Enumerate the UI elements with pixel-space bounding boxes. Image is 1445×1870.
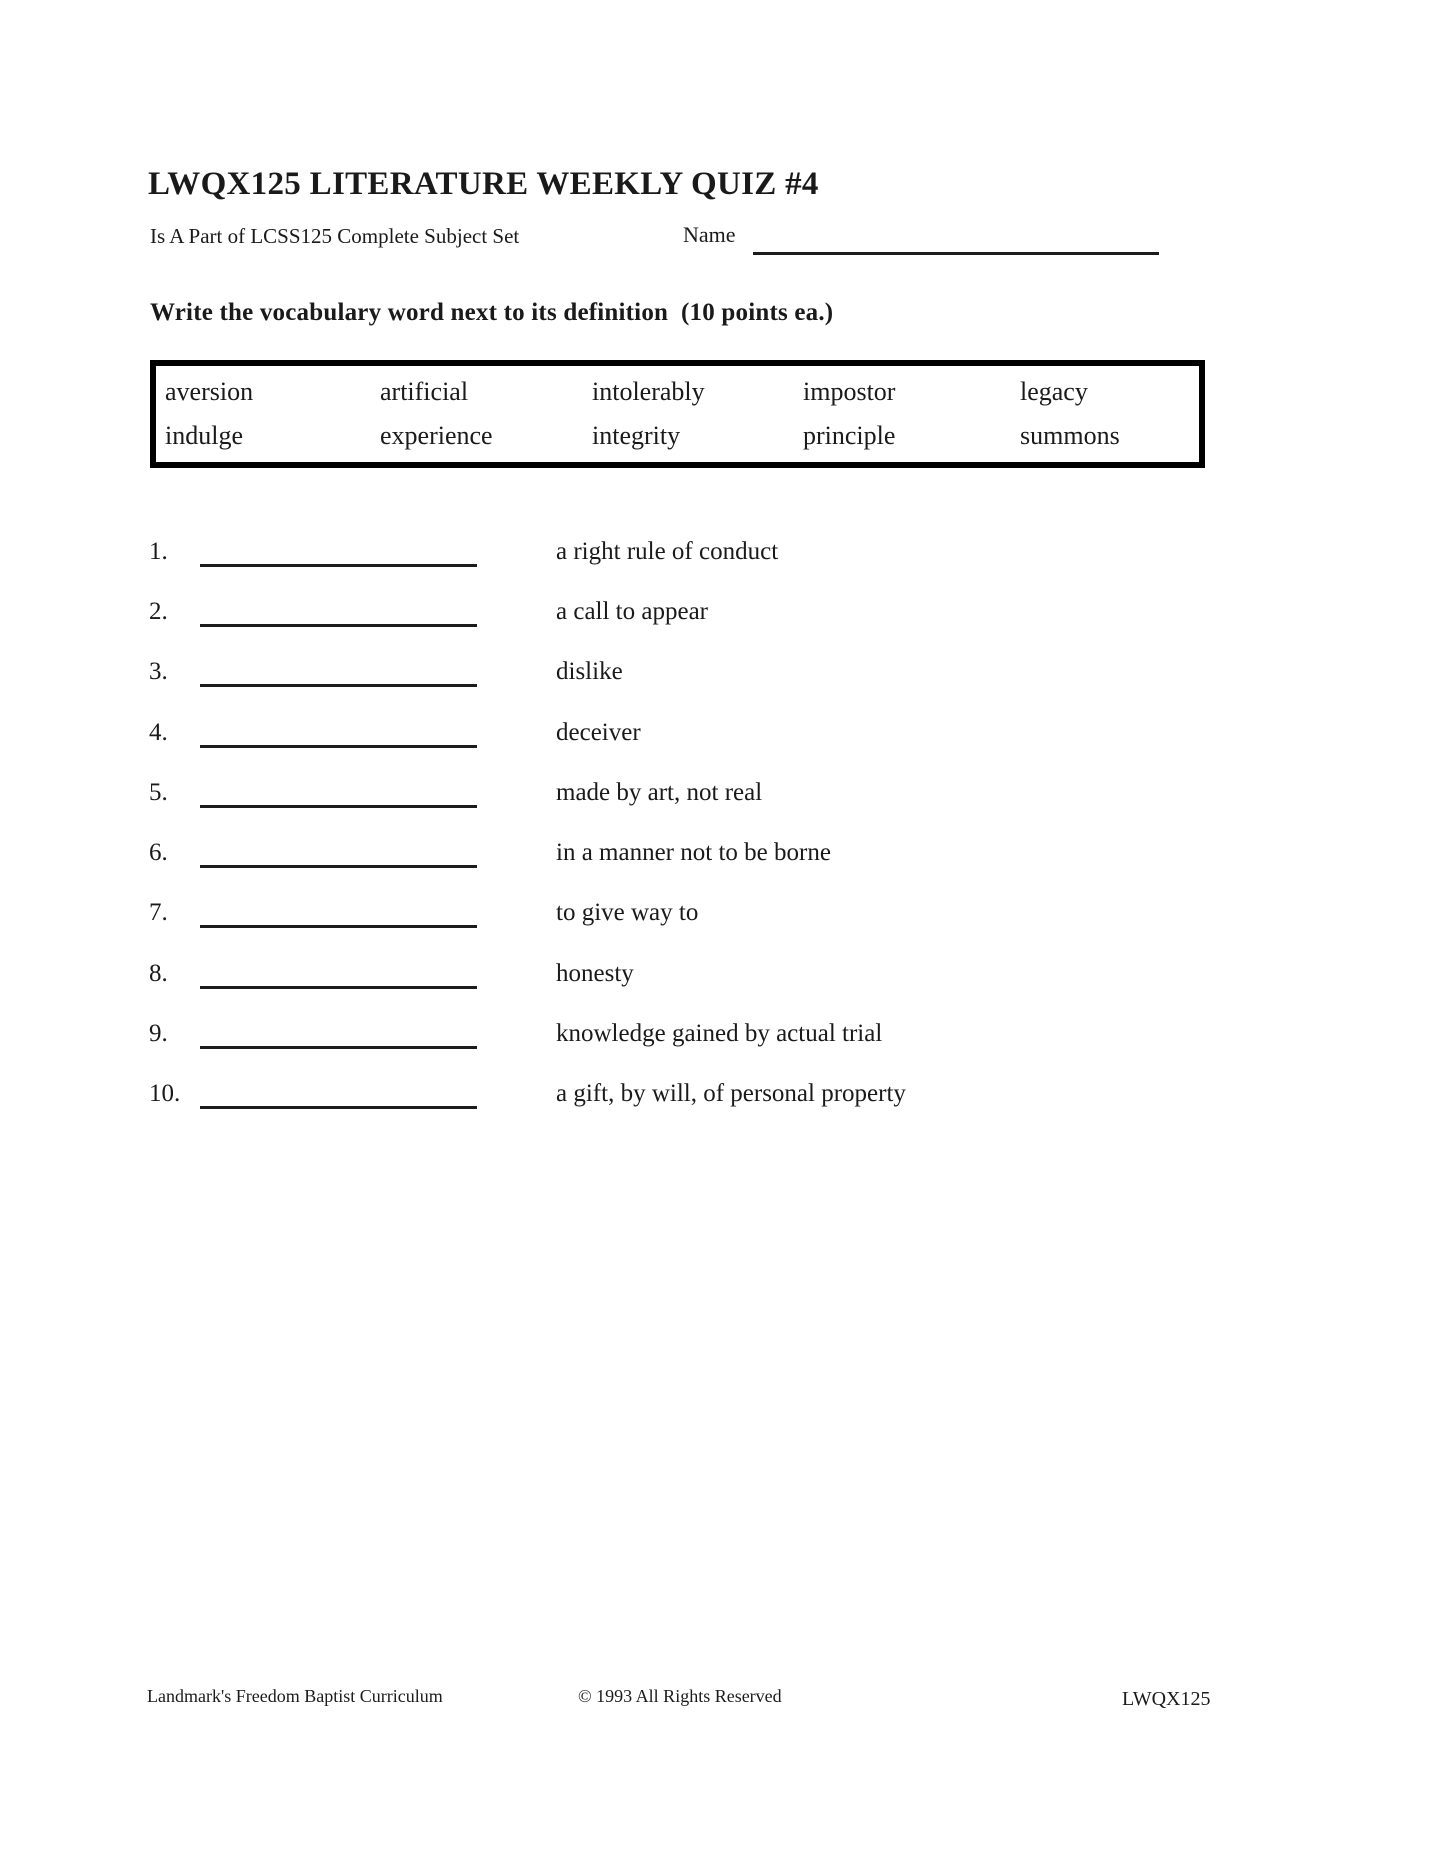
definition-text: honesty: [556, 960, 634, 987]
word-bank-word: experience: [380, 421, 493, 450]
word-bank-word: indulge: [165, 421, 243, 450]
question-number: 3.: [149, 658, 168, 685]
name-label: Name: [683, 222, 736, 247]
definition-text: to give way to: [556, 899, 699, 926]
definition-text: knowledge gained by actual trial: [556, 1020, 883, 1047]
footer-copyright: © 1993 All Rights Reserved: [578, 1686, 782, 1706]
question-number: 4.: [149, 719, 168, 746]
answer-blank-line[interactable]: [200, 1078, 477, 1109]
question-number: 8.: [149, 960, 168, 987]
answer-blank-line[interactable]: [200, 837, 477, 868]
answer-blank-line[interactable]: [200, 958, 477, 989]
question-row: [0, 1018, 1445, 1058]
definition-text: deceiver: [556, 719, 641, 746]
question-number: 9.: [149, 1020, 168, 1047]
word-bank-word: legacy: [1020, 377, 1088, 406]
word-bank-word: aversion: [165, 377, 254, 406]
word-bank-word: artificial: [380, 377, 469, 406]
word-bank-word: impostor: [803, 377, 896, 406]
answer-blank-line[interactable]: [200, 717, 477, 748]
word-bank-word: principle: [803, 421, 896, 450]
question-number: 7.: [149, 899, 168, 926]
definition-text: dislike: [556, 658, 623, 685]
question-row: [0, 777, 1445, 817]
answer-blank-line[interactable]: [200, 656, 477, 687]
word-bank-word: summons: [1020, 421, 1120, 450]
question-number: 2.: [149, 598, 168, 625]
question-row: [0, 656, 1445, 696]
question-number: 1.: [149, 538, 168, 565]
footer-code: LWQX125: [1122, 1688, 1211, 1710]
question-number: 6.: [149, 839, 168, 866]
footer-publisher: Landmark's Freedom Baptist Curriculum: [147, 1686, 443, 1706]
question-row: [0, 958, 1445, 998]
answer-blank-line[interactable]: [200, 897, 477, 928]
question-row: [0, 596, 1445, 636]
word-bank-word: intolerably: [592, 377, 705, 406]
instruction-text: Write the vocabulary word next to its definition (10 points ea.): [150, 299, 834, 326]
page-title: LWQX125 LITERATURE WEEKLY QUIZ #4: [148, 166, 819, 202]
question-number: 5.: [149, 779, 168, 806]
question-row: [0, 1078, 1445, 1118]
definition-text: in a manner not to be borne: [556, 839, 831, 866]
question-number: 10.: [149, 1080, 181, 1107]
answer-blank-line[interactable]: [200, 1018, 477, 1049]
definition-text: a right rule of conduct: [556, 538, 779, 565]
word-bank-word: integrity: [592, 421, 681, 450]
definition-text: a gift, by will, of personal property: [556, 1080, 906, 1107]
definition-text: a call to appear: [556, 598, 708, 625]
question-row: [0, 897, 1445, 937]
answer-blank-line[interactable]: [200, 536, 477, 567]
answer-blank-line[interactable]: [200, 596, 477, 627]
answer-blank-line[interactable]: [200, 777, 477, 808]
page-subtitle: Is A Part of LCSS125 Complete Subject Set: [150, 224, 520, 248]
question-row: [0, 536, 1445, 576]
question-row: [0, 717, 1445, 757]
question-row: [0, 837, 1445, 877]
definition-text: made by art, not real: [556, 779, 763, 806]
